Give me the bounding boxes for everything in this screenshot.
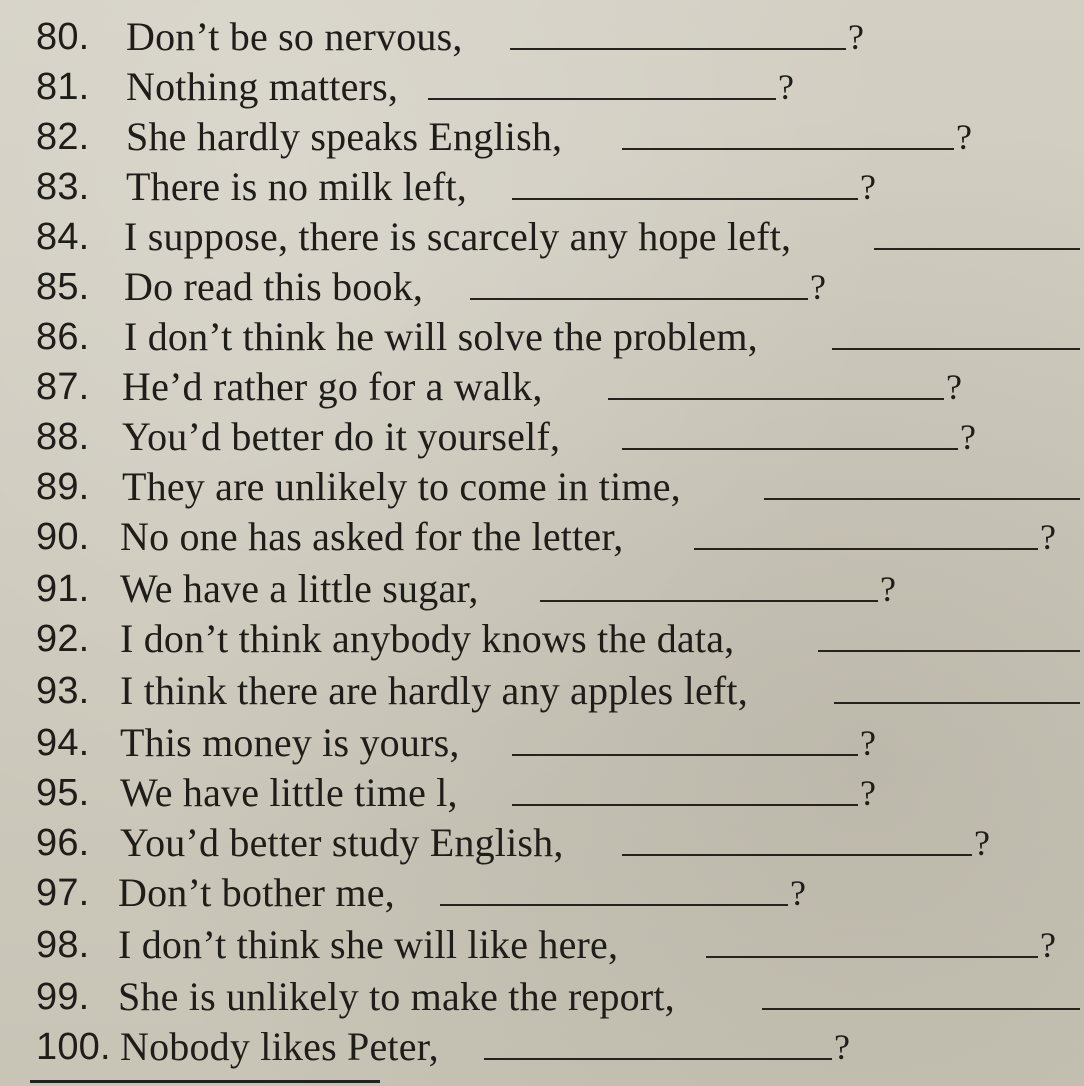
answer-blank[interactable] [622,448,958,450]
question-mark: ? [810,267,827,307]
item-number: 90. [36,516,90,558]
answer-blank[interactable] [832,348,1080,350]
item-number: 89. [36,466,90,508]
item-sentence: I don’t think anybody knows the data, [120,616,735,661]
item-sentence: Don’t bother me, [118,870,395,915]
question-mark: ? [1040,925,1057,965]
item-number: 83. [36,166,90,208]
item-sentence: I don’t think he will solve the problem, [124,314,758,359]
item-number: 81. [36,66,90,108]
answer-blank[interactable] [694,548,1038,550]
item-sentence: They are unlikely to come in time, [122,464,681,509]
item-sentence: You’d better do it yourself, [122,414,561,459]
item-sentence: We have little time l, [120,770,458,815]
item-number: 93. [36,670,90,712]
answer-blank[interactable] [874,248,1080,250]
question-mark: ? [956,117,973,157]
item-number: 87. [36,366,90,408]
question-mark: ? [860,167,877,207]
item-number: 95. [36,772,90,814]
item-number: 96. [36,822,90,864]
item-sentence: Nothing matters, [126,64,399,109]
answer-blank[interactable] [484,1058,832,1060]
item-number: 88. [36,416,90,458]
answer-blank[interactable] [762,1008,1080,1010]
item-sentence: There is no milk left, [126,164,467,209]
answer-blank[interactable] [510,48,846,50]
item-number: 91. [36,568,90,610]
question-mark: ? [946,367,963,407]
item-sentence: She is unlikely to make the report, [118,974,675,1019]
item-number: 92. [36,618,90,660]
answer-blank[interactable] [706,956,1038,958]
answer-blank[interactable] [622,854,972,856]
item-sentence: Nobody likes Peter, [120,1024,439,1069]
question-mark: ? [860,773,877,813]
question-mark: ? [880,569,897,609]
item-sentence: Do read this book, [124,264,424,309]
item-sentence: She hardly speaks English, [126,114,563,159]
question-mark: ? [960,417,977,457]
item-sentence: We have a little sugar, [120,566,479,611]
item-number: 99. [36,976,90,1018]
bottom-divider [30,1080,380,1083]
item-number: 86. [36,316,90,358]
answer-blank[interactable] [470,298,808,300]
question-mark: ? [1040,517,1057,557]
item-number: 94. [36,722,90,764]
item-sentence: You’d better study English, [120,820,564,865]
answer-blank[interactable] [440,904,788,906]
item-sentence: Don’t be so nervous, [126,14,463,59]
question-mark: ? [834,1027,851,1067]
question-mark: ? [974,823,991,863]
answer-blank[interactable] [608,398,944,400]
item-sentence: He’d rather go for a walk, [122,364,543,409]
question-mark: ? [848,17,865,57]
item-number: 85. [36,266,90,308]
answer-blank[interactable] [540,600,878,602]
question-mark: ? [790,873,807,913]
answer-blank[interactable] [512,754,858,756]
item-number: 82. [36,116,90,158]
item-sentence: I don’t think she will like here, [118,922,619,967]
answer-blank[interactable] [512,198,858,200]
question-mark: ? [778,67,795,107]
item-number: 84. [36,216,90,258]
item-number: 80. [36,16,90,58]
item-sentence: I think there are hardly any apples left, [120,668,748,713]
answer-blank[interactable] [818,650,1080,652]
item-sentence: I suppose, there is scarcely any hope left, [124,214,792,259]
question-mark: ? [860,723,877,763]
item-number: 97. [36,872,90,914]
item-sentence: No one has asked for the letter, [120,514,624,559]
answer-blank[interactable] [622,148,954,150]
answer-blank[interactable] [764,498,1080,500]
item-number: 98. [36,924,90,966]
answer-blank[interactable] [512,804,858,806]
item-sentence: This money is yours, [120,720,460,765]
answer-blank[interactable] [428,98,776,100]
item-number: 100. [36,1026,111,1068]
answer-blank[interactable] [834,702,1080,704]
